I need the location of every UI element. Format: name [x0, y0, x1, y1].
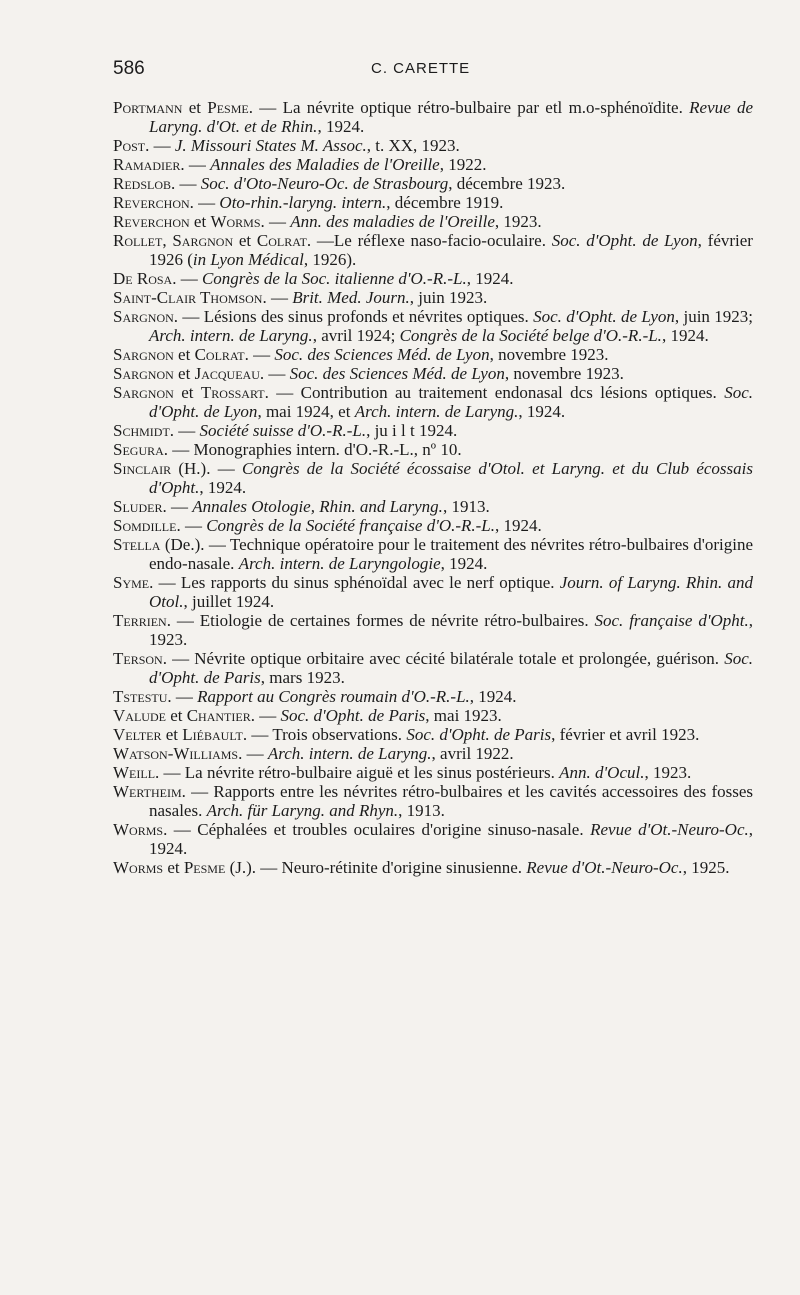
source-title: Soc. d'Opht. de Lyon [149, 383, 753, 421]
bibliography-entry [113, 98, 753, 136]
entry-text: . — Rapports entre les névrites rétro-bulbaires et les cavités accessoires des fosses nasales. [149, 782, 753, 820]
bibliography-list [113, 98, 753, 877]
entry-text: . — La névrite optique rétro-bulbaire par etl m.o-sphénoïdite. [248, 98, 690, 117]
source-title: Annales Otologie, Rhin. and Laryng. [192, 497, 443, 516]
source-title: Soc. des Sciences Méd. de Lyon [274, 345, 490, 364]
entry-text: . — [169, 421, 200, 440]
author-name: Redslob [113, 174, 172, 193]
source-title: Rapport au Congrès roumain d'O.-R.-L. [197, 687, 470, 706]
source-title: Congrès de la Société française d'O.-R.-L. [206, 516, 496, 535]
entry-text: , 1924. [317, 117, 365, 136]
source-title: Revue d'Ot.-Neuro-Oc. [526, 858, 683, 877]
author-name: Sinclair [113, 459, 172, 478]
entry-text: , mai 1924, et [257, 402, 355, 421]
bibliography-entry [113, 307, 753, 345]
entry-text: , février et avril 1923. [551, 725, 700, 744]
entry-text: , t. XX, 1923. [366, 136, 460, 155]
entry-text: et [165, 706, 187, 725]
bibliography-entry [113, 459, 753, 497]
entry-text: , février 1926 ( [149, 231, 753, 269]
entry-text: , avril 1924; [312, 326, 400, 345]
bibliography-entry [113, 706, 753, 725]
entry-text: , 1925. [682, 858, 730, 877]
author-name: Reverchon [113, 193, 190, 212]
page-number: 586 [113, 58, 145, 79]
source-title: Soc. d'Opht. de Lyon [533, 307, 675, 326]
source-title: Arch. intern. de Laryng. [267, 744, 432, 763]
source-title: Oto-rhin.-laryng. intern. [219, 193, 387, 212]
bibliography-entry [113, 535, 753, 573]
source-title: Revue d'Ot.-Neuro-Oc. [590, 820, 749, 839]
entry-text: . — [172, 269, 202, 288]
author-name: Wertheim [113, 782, 182, 801]
author-name: Portmann [113, 98, 183, 117]
page-header [113, 58, 693, 86]
entry-text: et [173, 383, 201, 402]
entry-text: , 1924. [199, 478, 247, 497]
entry-text: , avril 1922. [431, 744, 514, 763]
bibliography-entry [113, 212, 753, 231]
source-title: Arch. intern. de Laryng. [354, 402, 519, 421]
entry-text: et [233, 231, 257, 250]
entry-text: , 1924. [469, 687, 517, 706]
entry-text: (J.). — Neuro-rétinite d'origine sinusienne. [225, 858, 527, 877]
entry-text: , décembre 1919. [386, 193, 504, 212]
author-name: Sargnon [113, 364, 174, 383]
source-title: Soc. d'Oto-Neuro-Oc. de Strasbourg [200, 174, 449, 193]
author-name: Liébault [182, 725, 243, 744]
author-name: Sargnon [113, 345, 174, 364]
entry-text: . — [250, 706, 281, 725]
author-name: Pesme [183, 858, 226, 877]
entry-text: , juillet 1924. [183, 592, 275, 611]
entry-text: , 1926). [303, 250, 357, 269]
bibliography-entry [113, 155, 753, 174]
author-name: Colrat [194, 345, 245, 364]
author-name: Sluder [113, 497, 163, 516]
entry-text: . — [189, 193, 220, 212]
author-name: Saint-Clair Thomson [113, 288, 263, 307]
bibliography-entry [113, 497, 753, 516]
entry-text: . — Céphalées et troubles oculaires d'origine sinuso-nasale. [163, 820, 591, 839]
entry-text: . — Névrite optique orbitaire avec cécité bilatérale totale et prolongée, guérison. [162, 649, 725, 668]
author-name: Sargnon [172, 231, 234, 250]
bibliography-entry [113, 269, 753, 288]
entry-text: , 1922. [439, 155, 487, 174]
entry-text: , 1924. [149, 820, 754, 858]
bibliography-entry [113, 383, 753, 421]
entry-text: (H.). — [171, 459, 242, 478]
source-title: Soc. d'Opht. de Lyon [551, 231, 698, 250]
source-title: Soc. d'Opht. de Paris [280, 706, 426, 725]
author-name: Reverchon [113, 212, 190, 231]
entry-text: , mai 1923. [425, 706, 502, 725]
bibliography-entry [113, 288, 753, 307]
bibliography-entry [113, 440, 753, 459]
bibliography-entry [113, 725, 753, 744]
author-name: Stella [113, 535, 161, 554]
source-title: Brit. Med. Journ. [292, 288, 410, 307]
source-title: Congrès de la Société belge d'O.-R.-L. [399, 326, 662, 345]
entry-text: , 1924. [440, 554, 488, 573]
author-name: Trossart [200, 383, 265, 402]
source-title: Annales des Maladies de l'Oreille [210, 155, 440, 174]
bibliography-entry [113, 364, 753, 383]
source-title: Soc. française d'Opht. [594, 611, 749, 630]
author-name: Terrien [113, 611, 167, 630]
author-name: De Rosa [113, 269, 173, 288]
bibliography-entry [113, 516, 753, 535]
author-name: Somdille [113, 516, 177, 535]
entry-text: et [182, 98, 208, 117]
source-title: Journ. of Laryng. Rhin. and Otol. [149, 573, 754, 611]
entry-text: . — Monographies intern. d'O.-R.-L., nº 10. [163, 440, 462, 459]
author-name: Worms [113, 858, 164, 877]
entry-text: , 1924. [518, 402, 566, 421]
entry-text: , 1913. [442, 497, 490, 516]
entry-text: et [173, 345, 195, 364]
source-title: Soc. d'Opht. de Paris [149, 649, 753, 687]
source-title: in Lyon Médical [192, 250, 304, 269]
entry-text: . — Les rapports du sinus sphénoïdal avec le nerf optique. [149, 573, 560, 592]
entry-text: , 1923. [644, 763, 692, 782]
entry-text: . — [259, 364, 290, 383]
entry-text: , mars 1923. [260, 668, 345, 687]
author-name: Rollet [113, 231, 163, 250]
bibliography-entry [113, 174, 753, 193]
entry-text: . — La névrite rétro-bulbaire aiguë et les sinus postérieurs. [155, 763, 560, 782]
entry-text: et [173, 364, 195, 383]
source-title: Soc. des Sciences Méd. de Lyon [289, 364, 505, 383]
entry-text: , 1913. [398, 801, 445, 820]
entry-text: . — [167, 687, 198, 706]
bibliography-entry [113, 820, 753, 858]
author-name: Terson [113, 649, 163, 668]
author-name: Sargnon [113, 383, 174, 402]
author-name: Post [113, 136, 146, 155]
entry-text: , 1924. [495, 516, 542, 535]
entry-text: et [163, 858, 184, 877]
author-name: Tstestu [113, 687, 168, 706]
author-name: Ramadier [113, 155, 181, 174]
running-head: C. CARETTE [371, 60, 471, 77]
source-title: J. Missouri States M. Assoc. [174, 136, 367, 155]
source-title: Arch. für Laryng. and Rhyn. [206, 801, 399, 820]
entry-text: . — Contribution au traitement endonasal dcs lésions optiques. [264, 383, 725, 402]
source-title: Soc. d'Opht. de Paris [406, 725, 552, 744]
entry-text: , 1924. [466, 269, 514, 288]
entry-text: , novembre 1923. [504, 364, 624, 383]
entry-text: , 1923. [494, 212, 542, 231]
entry-text: . — [176, 516, 207, 535]
bibliography-entry [113, 573, 753, 611]
entry-text: . —Le réflexe naso-facio-oculaire. [306, 231, 552, 250]
entry-text: , 1923. [149, 611, 753, 649]
entry-text: (De.). — Technique opératoire pour le traitement des névrites rétro-bulbaires d'origine endo-nasale. [149, 535, 753, 573]
source-title: Ann. d'Ocul. [559, 763, 645, 782]
bibliography-entry [113, 687, 753, 706]
entry-text: . — [171, 174, 201, 193]
author-name: Worms [210, 212, 261, 231]
entry-text: et [161, 725, 183, 744]
bibliography-entry [113, 136, 753, 155]
entry-text: , juin 1923; [674, 307, 753, 326]
author-name: Weill [113, 763, 156, 782]
bibliography-entry [113, 782, 753, 820]
author-name: Worms [113, 820, 164, 839]
entry-text: . — Trois observations. [242, 725, 407, 744]
author-name: Sargnon [113, 307, 174, 326]
entry-text: . — [262, 288, 293, 307]
entry-text: , [162, 231, 173, 250]
entry-text: , 1924. [661, 326, 709, 345]
entry-text: . — Etiologie de certaines formes de névrite rétro-bulbaires. [166, 611, 595, 630]
entry-text: . — [162, 497, 193, 516]
author-name: Schmidt [113, 421, 170, 440]
entry-text: , ju i l t 1924. [366, 421, 458, 440]
entry-text: . — [260, 212, 291, 231]
entry-text: , décembre 1923. [448, 174, 566, 193]
bibliography-entry [113, 611, 753, 649]
author-name: Watson-Williams [113, 744, 239, 763]
bibliography-entry [113, 231, 753, 269]
source-title: Société suisse d'O.-R.-L. [199, 421, 367, 440]
source-title: Ann. des maladies de l'Oreille [290, 212, 495, 231]
bibliography-entry [113, 421, 753, 440]
bibliography-entry [113, 858, 753, 877]
entry-text: , juin 1923. [409, 288, 488, 307]
author-name: Velter [113, 725, 162, 744]
entry-text: . — [145, 136, 175, 155]
source-title: Arch. intern. de Laryngologie [238, 554, 441, 573]
source-title: Revue de Laryng. d'Ot. et de Rhin. [149, 98, 753, 136]
bibliography-entry [113, 345, 753, 364]
source-title: Congrès de la Société écossaise d'Otol. et Laryng. et du Club écossais d'Opht. [149, 459, 753, 497]
entry-text: . — [244, 345, 275, 364]
source-title: Arch. intern. de Laryng. [149, 326, 313, 345]
bibliography-entry [113, 744, 753, 763]
bibliography-entry [113, 649, 753, 687]
author-name: Valude [113, 706, 166, 725]
entry-text: . — [180, 155, 211, 174]
author-name: Chantier [186, 706, 251, 725]
entry-text: . — [238, 744, 268, 763]
bibliography-entry [113, 763, 753, 782]
entry-text: . — Lésions des sinus profonds et névrites optiques. [173, 307, 534, 326]
author-name: Segura [113, 440, 164, 459]
author-name: Syme [113, 573, 150, 592]
author-name: Jacqueau [194, 364, 260, 383]
author-name: Pesme [207, 98, 249, 117]
author-name: Colrat [256, 231, 307, 250]
entry-text: , novembre 1923. [489, 345, 609, 364]
bibliography-entry [113, 193, 753, 212]
source-title: Congrès de la Soc. italienne d'O.-R.-L. [201, 269, 467, 288]
entry-text: et [189, 212, 211, 231]
